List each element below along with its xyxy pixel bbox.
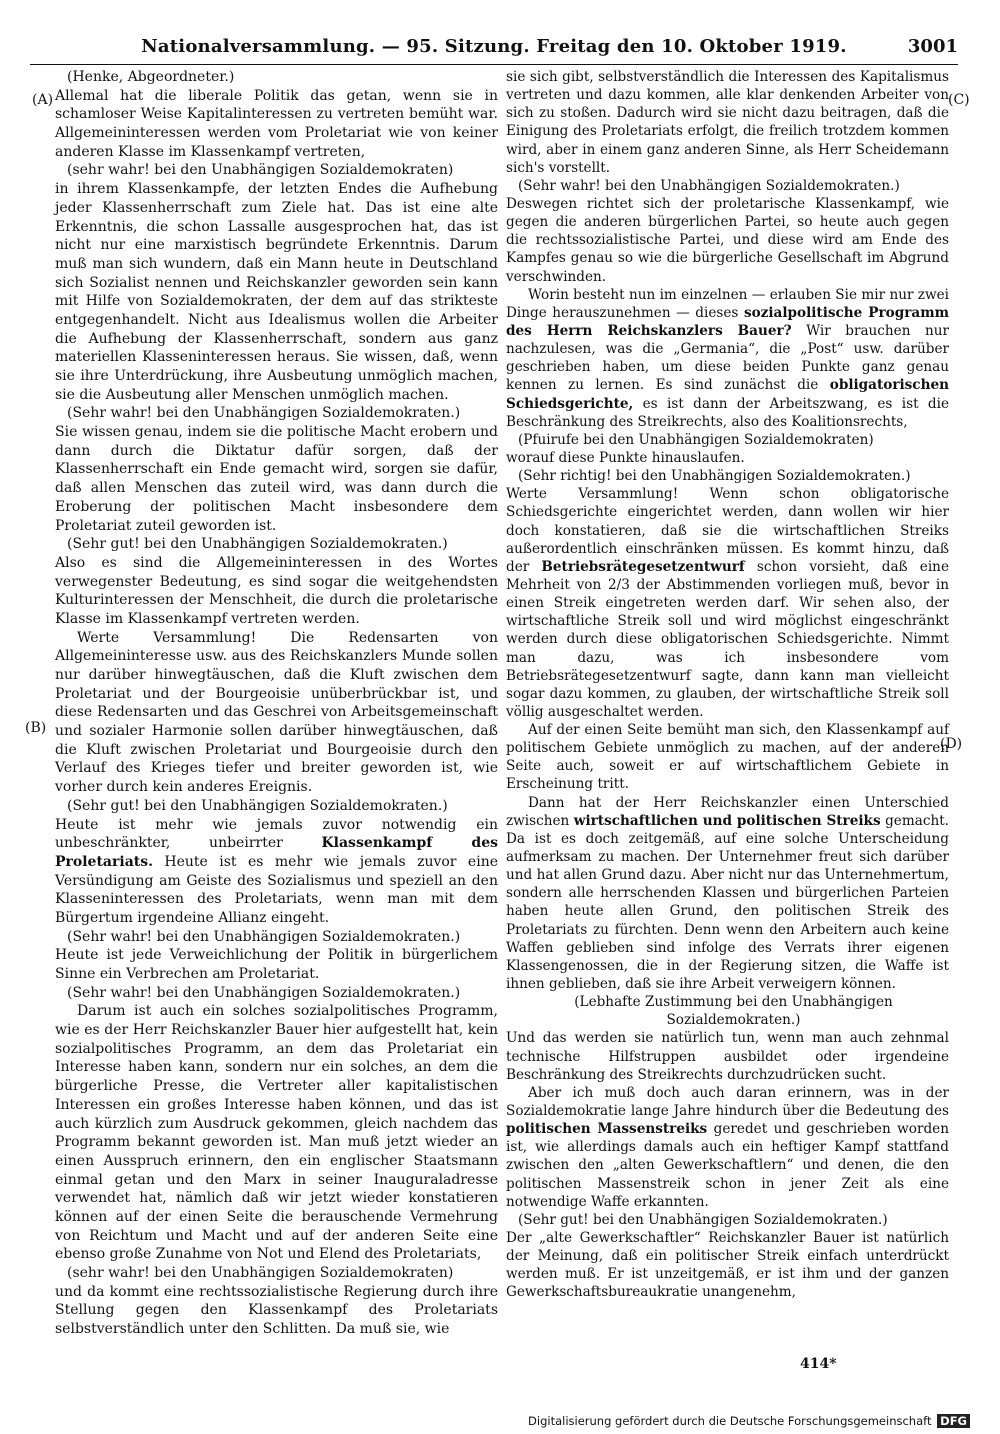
- text-run: Werte Versammlung! Wenn schon obligatorische Schiedsgerichte eingerichtet werden, dann wollen wir hier doch konstatieren, daß sie die wirtschaftlichen Streiks außerordentlich einschränken müssen. Es kommt hinzu, daß der: [506, 486, 949, 575]
- paragraph: Werte Versammlung! Die Redensarten von Allgemeininteresse usw. aus des Reichskanzlers Munde sollen nur darüber hinwegtäuschen, daß die Kluft zwischen dem Proletariat und der Bourgeoisie unüberbrückbar ist, und diese Redensarten und das Geschrei von Arbeitsgemeinschaft und sozialer Harmonie sollen darüber hinwegtäuschen, daß die Kluft zwischen Proletariat und Bourgeoisie durch den Verlauf des Krieges tiefer und breiter geworden ist, wie vorher durch kein anderes Ereignis.: [55, 629, 498, 796]
- margin-marker-a: (A): [32, 92, 54, 108]
- emphasis-text: Klassenkampf des Proletariats.: [55, 835, 498, 870]
- text-run: Aber ich muß doch auch daran erinnern, was in der Sozialdemokratie lange Jahre hindurch über die Bedeutung des: [506, 1084, 949, 1120]
- emphasis-text: Betriebsrätegesetzentwurf: [541, 558, 745, 575]
- paragraph: [506, 485, 949, 721]
- margin-marker-d: (D): [940, 736, 963, 752]
- right-column: [506, 68, 949, 1302]
- digitization-credit: [528, 1414, 970, 1428]
- margin-marker-b: (B): [25, 720, 47, 736]
- paragraph: [55, 816, 498, 928]
- interjection: (Sehr wahr! bei den Unabhängigen Sozialdemokraten.): [67, 928, 461, 945]
- interjection: (Sehr richtig! bei den Unabhängigen Sozialdemokraten.): [518, 468, 911, 485]
- speaker-attribution: (Henke, Abgeordneter.): [67, 69, 235, 85]
- interjection: (Sehr gut! bei den Unabhängigen Sozialdemokraten.): [67, 797, 448, 814]
- paragraph: Sie wissen genau, indem sie die politische Macht erobern und dann durch die Diktatur dafür sorgen, daß der Klassenherrschaft ein Ende gemacht wird, sorgen sie dafür, daß allen Menschen das zuteil wird, was dann durch die Eroberung der politischen Macht insbesondere dem Proletariat zuteil geworden ist.: [55, 424, 498, 534]
- text-run: Worin besteht nun im einzelnen — erlauben Sie mir nur zwei Dinge herauszunehmen — dieses: [506, 286, 949, 321]
- interjection: (Pfuirufe bei den Unabhängigen Sozialdemokraten): [518, 431, 874, 448]
- paragraph: [506, 794, 949, 994]
- paragraph: Darum ist auch ein solches sozialpolitisches Programm, wie es der Herr Reichskanzler Bauer hier aufgestellt hat, kein sozialpolitisches Programm, an dem das Proletariat ein Interesse haben kann, sondern nur ein solches, an dem die bürgerliche Presse, die Vertreter aller kapitalistischen Interessen ein großes Interesse haben können, und das ist auch kürzlich zum Ausdruck gekommen, gleich nachdem das Programm bekannt geworden ist. Man muß jetzt wieder an einen Ausspruch erinnern, den ein englischer Staatsmann einmal getan und den Marx in seiner Inauguraladresse verwendet hat, nämlich daß wir jetzt wieder konstatieren können auf der einen Seite die berauschende Vermehrung von Reichtum und Macht und auf der anderen Seite eine ebenso große Zunahme von Not und Elend des Proletariats,: [55, 1003, 498, 1263]
- emphasis-text: obligatorischen Schiedsgerichte,: [506, 377, 949, 412]
- credit-text: Digitalisierung gefördert durch die Deutsche Forschungsgemeinschaft: [528, 1414, 932, 1428]
- paragraph: sie sich gibt, selbstverständlich die Interessen des Kapitalismus vertreten und dazu kommen, alle klar denkenden Arbeiter von sich zu stoßen. Dadurch wird sie nicht dazu beitragen, daß die Einigung des Proletariats erfolgt, die freilich trotzdem kommen wird, aber in einem ganz anderen Sinne, als Herr Scheidemann sich's vorstellt.: [506, 69, 949, 176]
- paragraph: [506, 1084, 949, 1211]
- paragraph: worauf diese Punkte hinauslaufen.: [506, 449, 745, 466]
- text-run: es ist dann der Arbeitszwang, es ist die Beschränkung des Streikrechts, also des Koalitionsrechts,: [506, 395, 949, 430]
- emphasis-text: sozialpolitische Programm des Herrn Reichskanzlers Bauer?: [506, 304, 949, 339]
- paragraph: in ihrem Klassenkampfe, der letzten Endes die Aufhebung jeder Klassenherrschaft zum Ziele hat. Das ist eine alte Erkenntnis, die schon Lassalle ausgesprochen hat, das ist nicht nur eine marxistisch begründete Erkenntnis. Darum muß man sich wundern, daß ein Mann heute in Deutschland sich Sozialist nennen und Reichskanzler geworden sein kann mit Hilfe von Sozialdemokraten, der dem auf das strikteste entgegenhandelt. Nicht aus Idealismus wollen die Arbeiter die Aufhebung der Klassenherrschaft, sondern aus ganz materiellen Klasseninteressen heraus. Sie wissen, daß, wenn sie ihre Unterdrückung, ihre Ausbeutung unmöglich machen, sie die Ausbeutung aller Menschen unmöglich machen.: [55, 181, 498, 403]
- margin-marker-c: (C): [948, 92, 970, 108]
- text-run: geredet und geschrieben worden ist, wie allerdings damals auch ein heftiger Kampf stattfand zwischen den „alten Gewerkschaftlern“ und denen, die den politischen Massenstreik schon in jener Zeit als eine notwendige Waffe erkannten.: [506, 1121, 949, 1210]
- paragraph: Deswegen richtet sich der proletarische Klassenkampf, wie gegen die anderen bürgerlichen Partei, so heute auch gegen die rechtssozialistische Partei, und diese wird am Ende des Kampfes genau so wie die bürgerliche Gesellschaft im Abgrund verschwinden.: [506, 195, 949, 285]
- text-run: Dann hat der Herr Reichskanzler einen Unterschied zwischen: [506, 794, 949, 829]
- text-run: gemacht. Da ist es doch zeitgemäß, auf eine solche Unterscheidung aufmerksam zu machen. Der Unternehmer freut sich darüber und hat allen Grund dazu. Aber nicht nur das Unternehmertum, sondern alle herrschenden Klassen und bürgerlichen Parteien haben heute allen Grund, den politischen Streik des Proletariats zu fürchten. Denn wenn den Arbeitern auch keine Waffen geblieben sind infolge des Verrats ihrer eigenen Klassengenossen, die in der Regierung sitzen, die Waffe ist ihnen geblieben, daß sie ihre Arbeit verweigern können.: [506, 812, 949, 993]
- page-number: 3001: [907, 36, 958, 57]
- emphasis-text: wirtschaftlichen und politischen Streiks: [573, 812, 881, 829]
- page-header: [30, 36, 958, 65]
- interjection: (Sehr wahr! bei den Unabhängigen Sozialdemokraten.): [67, 405, 461, 422]
- interjection: (Sehr wahr! bei den Unabhängigen Sozialdemokraten.): [518, 177, 900, 194]
- text-run: schon vorsieht, daß eine Mehrheit von 2/3 der Abstimmenden vorliegen muß, bevor in einen Streik eingetreten werden darf. Wir sehen also, der wirtschaftliche Streik soll und wird möglichst eingeschränkt werden durch diese obligatorischen Schiedsgerichte. Nimmt man dazu, was ich insbesondere vom Betriebsrätegesetzentwurf sagte, dann kann man vielleicht sogar dazu kommen, zu glauben, der wirtschaftliche Streik soll völlig ausgeschaltet werden.: [506, 558, 949, 720]
- paragraph: Der „alte Gewerkschaftler“ Reichskanzler Bauer ist natürlich der Meinung, daß ein politischer Streik einfach unterdrückt werden muß. Er ist unzeitgemäß, er ist ihm und der ganzen Gewerkschaftsbureaukratie unangenehm,: [506, 1230, 949, 1301]
- text-run: Heute ist mehr wie jemals zuvor notwendig ein unbeschränkter, unbeirrter: [55, 816, 498, 852]
- interjection: (Sehr wahr! bei den Unabhängigen Sozialdemokraten.): [67, 984, 461, 1001]
- paragraph: [506, 286, 949, 431]
- interjection: (Sehr gut! bei den Unabhängigen Sozialdemokraten.): [518, 1211, 888, 1228]
- paragraph: Also es sind die Allgemeininteressen in des Wortes verwegenster Bedeutung, es sind sogar die weitgehendsten Kulturinteressen der Menschheit, die durch die proletarische Klasse im Klassenkampf vertreten werden.: [55, 554, 498, 627]
- emphasis-text: politischen Massenstreiks: [506, 1121, 708, 1138]
- paragraph: Und das werden sie natürlich tun, wenn man auch zehnmal technische Hilfstruppen ausbildet oder irgendeine Beschränkung des Streikrechts durchzudrücken sucht.: [506, 1030, 949, 1083]
- paragraph: Heute ist jede Verweichlichung der Politik in bürgerlichem Sinne ein Verbrechen am Proletariat.: [55, 947, 498, 982]
- dfg-logo: DFG: [937, 1414, 970, 1428]
- interjection: (sehr wahr! bei den Unabhängigen Sozialdemokraten): [67, 162, 454, 179]
- paragraph: Allemal hat die liberale Politik das getan, wenn sie in schamloser Weise Kapitalinteressen zu vertreten bemüht war. Allgemeininteressen werden vom Proletariat wie von keiner anderen Klasse im Klassenkampf vertreten,: [55, 87, 498, 160]
- paragraph: und da kommt eine rechtssozialistische Regierung durch ihre Stellung gegen den Klassenkampf des Proletariats selbstverständlich unter den Schlitten. Da muß sie, wie: [55, 1283, 498, 1338]
- paragraph: Auf der einen Seite bemüht man sich, den Klassenkampf auf politischem Gebiete unmöglich zu machen, auf der anderen Seite auch, soweit er auf wirtschaftlichem Gebiete in Erscheinung tritt.: [506, 722, 949, 793]
- header-title: Nationalversammlung. — 95. Sitzung. Freitag den 10. Oktober 1919.: [141, 36, 847, 57]
- signature-mark: 414*: [800, 1356, 837, 1372]
- text-run: Heute ist es mehr wie jemals zuvor eine Versündigung am Geiste des Sozialismus und speziell an den Klasseninteressen des Proletariats, wenn man mit dem Bürgertum irgendeine Allianz eingeht.: [55, 853, 498, 926]
- interjection: (Sehr gut! bei den Unabhängigen Sozialdemokraten.): [67, 536, 448, 553]
- interjection: (sehr wahr! bei den Unabhängigen Sozialdemokraten): [67, 1265, 454, 1281]
- interjection: (Lebhafte Zustimmung bei den Unabhängigen Sozialdemokraten.): [574, 994, 893, 1029]
- text-run: Wir brauchen nur nachzulesen, was die „Germania“, die „Post“ usw. darüber geschrieben haben, um diese beiden Punkte ganz genau kennen zu lernen. Es sind zunächst die: [506, 322, 950, 394]
- left-column: [55, 68, 498, 1339]
